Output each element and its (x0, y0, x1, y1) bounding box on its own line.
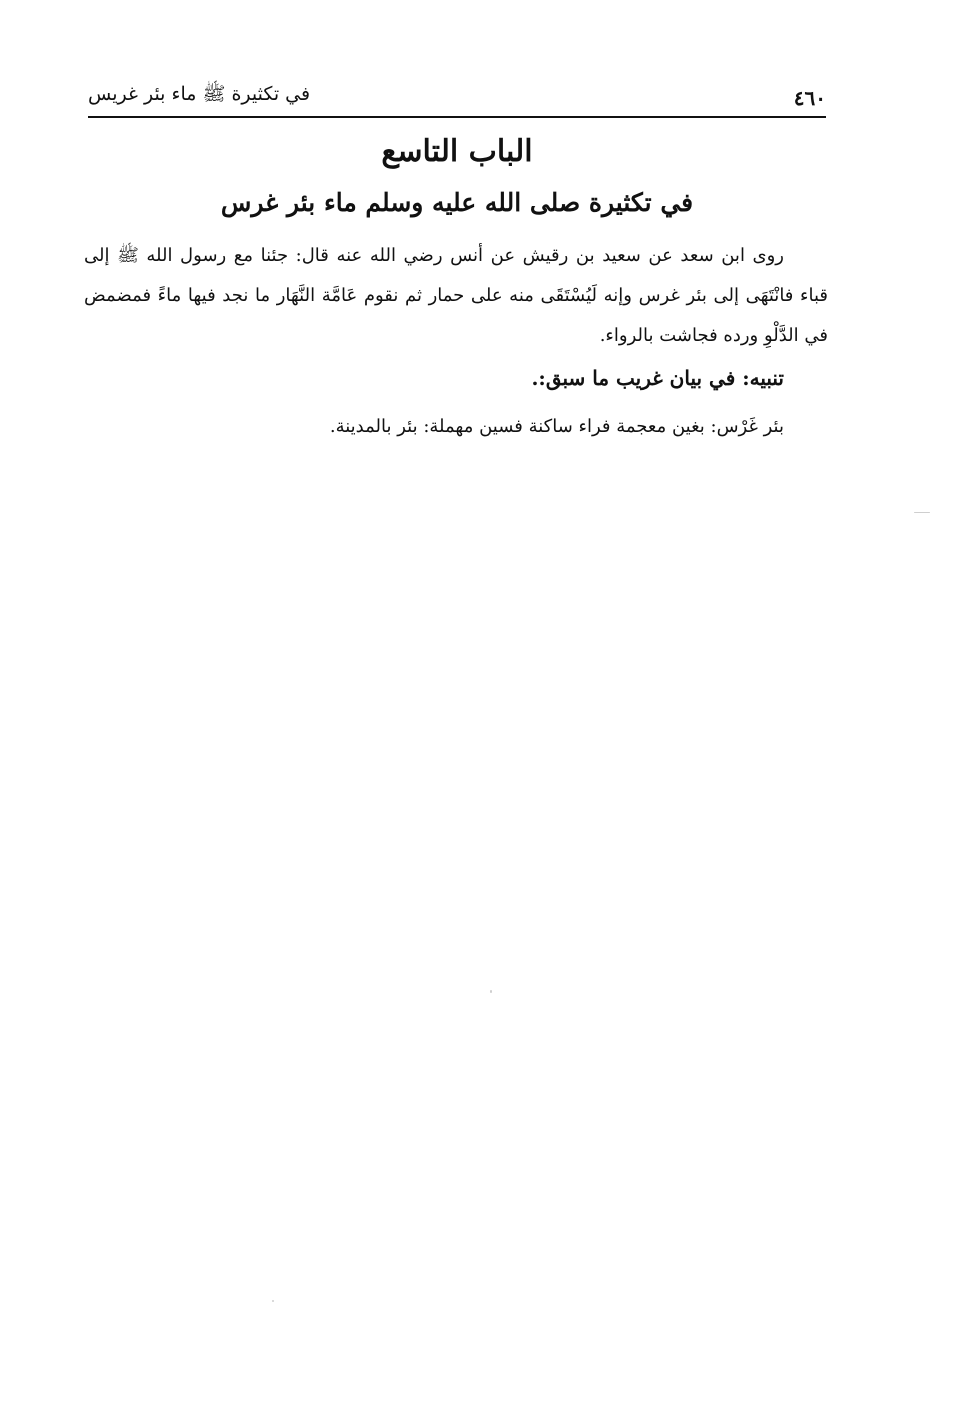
page-number: ٤٦٠ (793, 86, 826, 110)
scan-speck (914, 512, 930, 513)
running-title: في تكثيرة ﷺ ماء بئر غريس (88, 83, 311, 105)
body-paragraph: روى ابن سعد عن سعيد بن رقيش عن أنس رضي الله عنه قال: جئنا مع رسول الله ﷺ إلى قباء فانْتَهَى إلى بئر غرس وإنه لَيُسْتَقَى منه على حمار ثم نقوم عَامَّة النَّهَار ما نجد فيها ماءً فمضمض في الدَّلْوِ ورده فجاشت بالرواء. (84, 245, 828, 346)
note-heading: تنبيه: في بيان غريب ما سبق:. (531, 366, 784, 390)
chapter-title: الباب التاسع (381, 134, 533, 169)
chapter-subtitle: في تكثيرة صلى الله عليه وسلم ماء بئر غرس (220, 188, 694, 217)
note-text: بئر غَرْس: بغين معجمة فراء ساكنة فسين مهملة: بئر بالمدينة. (329, 416, 784, 437)
header-rule (88, 116, 826, 118)
scan-speck (490, 990, 492, 993)
running-head (88, 80, 826, 110)
scan-speck (272, 1300, 274, 1302)
